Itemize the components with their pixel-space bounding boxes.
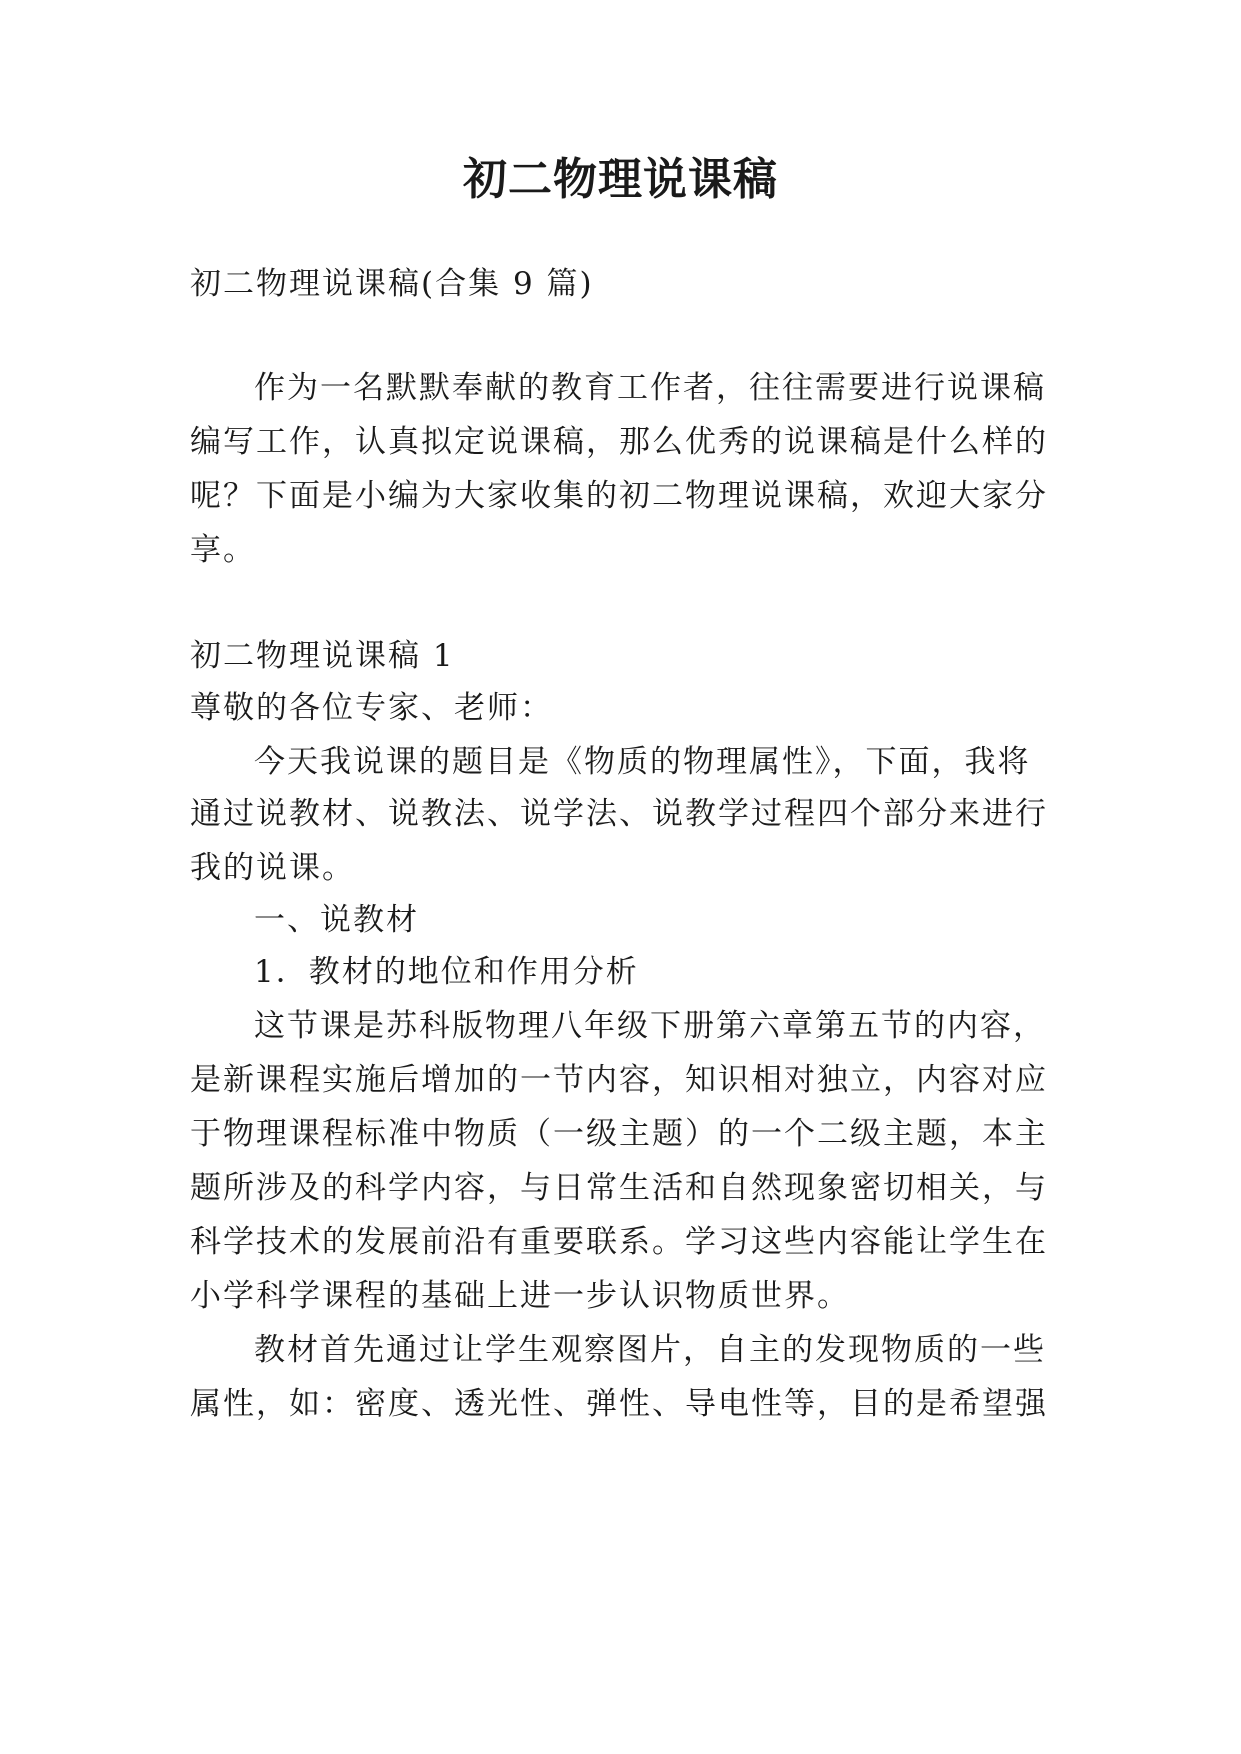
part-heading: 一、说教材 (254, 902, 419, 938)
paragraph-line: 我的说课。 (190, 850, 355, 886)
paragraph-line: 这节课是苏科版物理八年级下册第六章第五节的内容， (254, 1008, 1046, 1044)
paragraph-line: 教材首先通过让学生观察图片，自主的发现物质的一些 (254, 1332, 1046, 1368)
intro-line: 享。 (190, 532, 256, 568)
sub-heading: 1．教材的地位和作用分析 (254, 954, 639, 990)
document-title: 初二物理说课稿 (463, 154, 778, 205)
paragraph-line: 题所涉及的科学内容，与日常生活和自然现象密切相关，与 (190, 1170, 1048, 1206)
paragraph-line: 通过说教材、说教法、说学法、说教学过程四个部分来进行 (190, 796, 1048, 832)
section-heading: 初二物理说课稿 1 (190, 638, 455, 674)
document-subtitle: 初二物理说课稿(合集 9 篇) (190, 266, 594, 302)
paragraph-line: 科学技术的发展前沿有重要联系。学习这些内容能让学生在 (190, 1224, 1048, 1260)
paragraph-line: 属性，如：密度、透光性、弹性、导电性等，目的是希望强 (190, 1386, 1048, 1422)
intro-line: 编写工作，认真拟定说课稿，那么优秀的说课稿是什么样的 (190, 424, 1048, 460)
paragraph-line: 是新课程实施后增加的一节内容，知识相对独立，内容对应 (190, 1062, 1048, 1098)
intro-line: 作为一名默默奉献的教育工作者，往往需要进行说课稿 (254, 370, 1046, 406)
paragraph-line: 今天我说课的题目是《物质的物理属性》，下面，我将 (254, 744, 1031, 780)
paragraph-line: 于物理课程标准中物质（一级主题）的一个二级主题，本主 (190, 1116, 1048, 1152)
intro-line: 呢？下面是小编为大家收集的初二物理说课稿，欢迎大家分 (190, 478, 1048, 514)
greeting: 尊敬的各位专家、老师： (190, 690, 553, 726)
paragraph-line: 小学科学课程的基础上进一步认识物质世界。 (190, 1278, 850, 1314)
